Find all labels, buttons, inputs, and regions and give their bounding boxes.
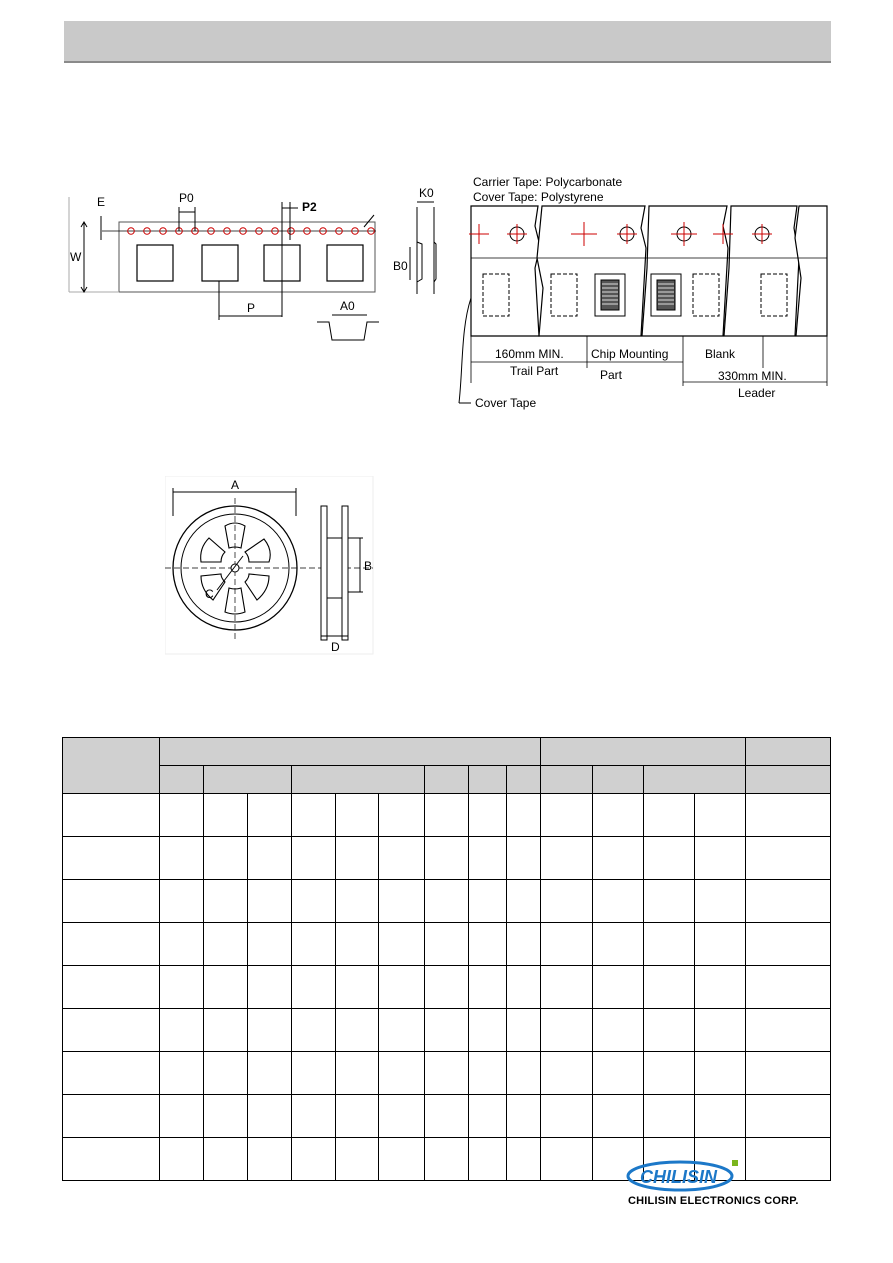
table-header-cell	[248, 766, 292, 794]
table-header-cell	[204, 766, 248, 794]
leader-length-text: 330mm MIN.	[718, 369, 787, 383]
table-row	[63, 794, 831, 837]
cover-tape-text: Cover Tape: Polystyrene	[473, 190, 604, 204]
table-header-cell	[644, 766, 695, 794]
cover-tape-figure	[455, 168, 835, 413]
header-bar	[64, 21, 831, 63]
table-header-cell	[593, 766, 644, 794]
blank-text: Blank	[705, 347, 736, 361]
label-b0: B0	[393, 259, 408, 273]
table-header-cell	[379, 766, 425, 794]
table-header-cell	[160, 738, 541, 766]
reel-figure	[165, 476, 375, 656]
label-e: E	[97, 195, 106, 209]
label-p: P	[247, 301, 256, 315]
label-p0: P0	[179, 191, 194, 205]
table-header-cell	[541, 766, 593, 794]
trail-part-text: Trail Part	[510, 364, 559, 378]
table-header-row-1	[63, 738, 831, 766]
label-c: C	[205, 587, 214, 601]
label-b: B	[364, 559, 373, 573]
table-header-cell	[63, 738, 160, 794]
table-row	[63, 1095, 831, 1138]
table-header-cell	[746, 738, 831, 766]
leader-text: Leader	[738, 386, 776, 400]
table-header-cell	[695, 766, 746, 794]
table-header-cell	[160, 766, 204, 794]
label-d: D	[331, 640, 340, 654]
label-p2: P2	[302, 200, 317, 214]
part-text: Part	[600, 368, 623, 382]
label-w: W	[70, 250, 82, 264]
table-row	[63, 966, 831, 1009]
chip-mounting-text: Chip Mounting	[591, 347, 669, 361]
label-k0: K0	[419, 186, 434, 200]
label-a: A	[231, 478, 240, 492]
table-header-row-2	[63, 766, 831, 794]
table-header-cell	[336, 766, 379, 794]
table-header-cell	[469, 766, 507, 794]
logo-brand-text: CHILISIN	[640, 1167, 718, 1187]
table-row	[63, 923, 831, 966]
company-name: CHILISIN ELECTRONICS CORP.	[628, 1195, 799, 1207]
table-header-cell	[425, 766, 469, 794]
label-a0: A0	[340, 299, 355, 313]
table-header-cell	[541, 738, 746, 766]
table-header-cell	[507, 766, 541, 794]
table-row	[63, 1009, 831, 1052]
table-header-cell	[746, 766, 831, 794]
cover-tape-label: Cover Tape	[475, 396, 537, 410]
spec-table	[62, 737, 831, 1181]
table-row	[63, 880, 831, 923]
tape-dimension-figure	[64, 182, 444, 342]
table-header-cell	[292, 766, 336, 794]
table-row	[63, 1052, 831, 1095]
trail-length-text: 160mm MIN.	[495, 347, 564, 361]
table-row	[63, 837, 831, 880]
carrier-tape-text: Carrier Tape: Polycarbonate	[473, 175, 623, 189]
